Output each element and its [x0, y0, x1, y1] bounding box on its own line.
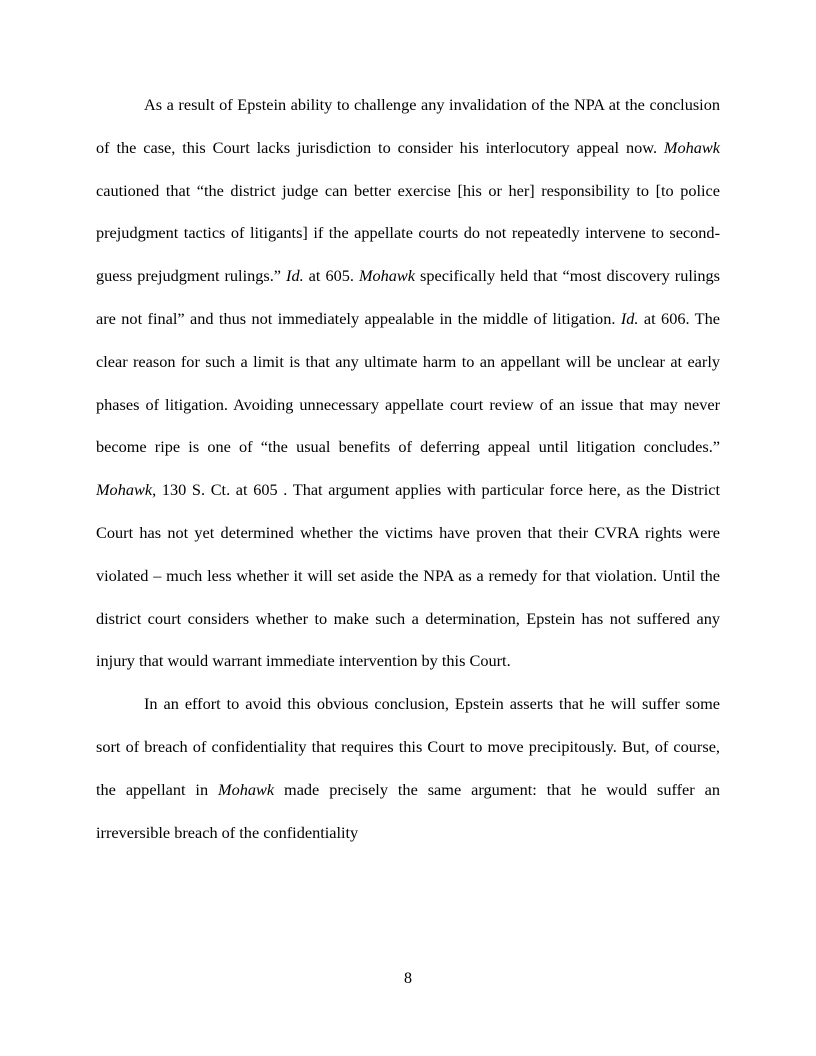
case-citation-italic: Mohawk — [218, 779, 275, 799]
case-citation-italic: Mohawk — [663, 137, 720, 157]
page-number: 8 — [404, 970, 412, 987]
text-run: at 605. — [303, 266, 359, 286]
case-citation-italic: Mohawk — [96, 480, 153, 500]
text-run: at 606. The clear reason for such a limit is that any ultimate harm to an appellant will be unclear at early phases of litigation. Avoiding unnecessary appellate court review of an issue that may never become ripe is one of “the usual benefits of deferring appeal until litigation concludes.” — [96, 308, 720, 457]
body-text — [96, 84, 720, 854]
paragraph-2 — [96, 683, 720, 854]
text-run: In an effort to avoid this obvious conclusion, Epstein asserts that he will suffer some sort of breach of confidentiality that requires this Court to move precipitously. But, of course, the appellant in — [96, 694, 720, 799]
text-run: As a result of Epstein ability to challenge any invalidation of the NPA at the conclusion of the case, this Court lacks jurisdiction to consider his interlocutory appeal now. — [96, 95, 720, 157]
text-run: cautioned that “the district judge can better exercise [his or her] responsibility to [to police prejudgment tactics of litigants] if the appellate courts do not repeatedly intervene to second-guess prejudgment rulings.” — [96, 180, 720, 286]
id-citation-italic: Id. — [620, 308, 639, 328]
case-citation-italic: Mohawk — [358, 266, 416, 286]
text-run: made precisely the same argument: that he would suffer an irreversible breach of the confidentiality — [96, 779, 720, 842]
id-citation-italic: Id. — [286, 266, 304, 286]
text-run: , 130 S. Ct. at 605 . That argument applies with particular force here, as the District Court has not yet determined whether the victims have proven that their CVRA rights were violated – much less whether it will set aside the NPA as a remedy for that violation. Until the district court considers whether to make such a determination, Epstein has not suffered any injury that would warrant immediate intervention by this Court. — [96, 480, 720, 671]
paragraph-1 — [96, 84, 720, 683]
text-run: specifically held that “most discovery rulings are not final” and thus not immediately appealable in the middle of litigation. — [96, 266, 720, 328]
